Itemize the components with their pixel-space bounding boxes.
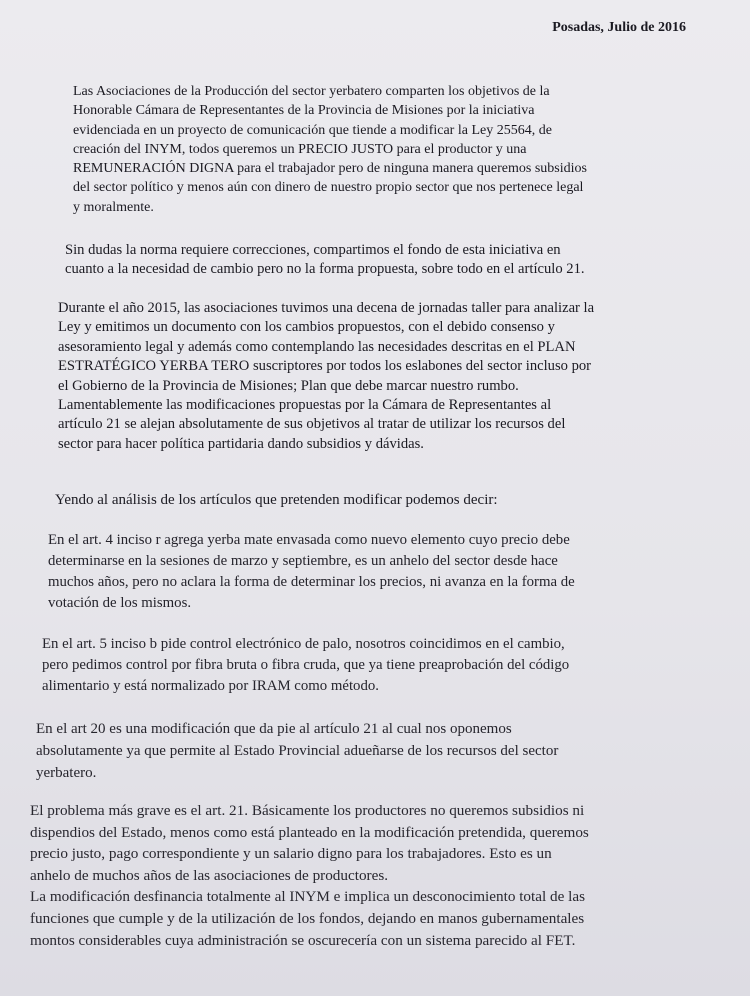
paragraph-article-20 [36,718,558,784]
text-line: el Gobierno de la Provincia de Misiones; Plan que debe marcar nuestro rumbo. [58,377,519,394]
text-line: absolutamente ya que permite al Estado Provincial adueñarse de los recursos del sector [36,743,559,759]
text-line: Honorable Cámara de Representantes de la Provincia de Misiones por la iniciativa [73,103,535,119]
text-line: Las Asociaciones de la Producción del sector yerbatero comparten los objetivos de la [73,84,550,99]
text-line: pero pedimos control por fibra bruta o fibra cruda, que ya tiene preaprobación del código [42,657,570,673]
paragraph-article-4 [48,530,575,614]
text-line: dispendios del Estado, menos como está planteado en la modificación pretendida, queremos [30,823,589,841]
paragraph-article-5 [42,634,569,697]
text-line: La modificación desfinancia totalmente al INYM e implica un desconocimiento total de las [30,888,586,906]
text-line: artículo 21 se alejan absolutamente de sus objetivos al tratar de utilizar los recursos del [58,416,566,433]
text-line: anhelo de muchos años de las asociaciones de productores. [30,866,389,884]
paragraph-background-2015 [58,299,594,454]
text-line: El problema más grave es el art. 21. Básicamente los productores no queremos subsidios ni [30,802,585,819]
text-line: En el art 20 es una modificación que da pie al artículo 21 al cual nos oponemos [36,721,512,737]
text-line: y moralmente. [73,199,154,215]
text-line: REMUNERACIÓN DIGNA para el trabajador pero de ninguna manera queremos subsidios [73,161,587,177]
text-line: precio justo, pago correspondiente y un salario digno para los trabajadores. Esto es un [30,845,552,863]
text-line: muchos años, pero no aclara la forma de determinar los precios, ni avanza en la forma de [48,574,575,590]
paragraph-article-21 [30,800,589,951]
text-line: En el art. 4 inciso r agrega yerba mate envasada como nuevo elemento cuyo precio debe [48,532,570,548]
paragraph-introduction [73,82,587,217]
text-line: Durante el año 2015, las asociaciones tuvimos una decena de jornadas taller para analizar la [58,300,595,316]
text-line: En el art. 5 inciso b pide control electrónico de palo, nosotros coincidimos en el cambio, [42,636,565,652]
text-line: yerbatero. [36,765,97,781]
text-line: votación de los mismos. [48,595,192,611]
text-line: Ley y emitimos un documento con los cambios propuestos, con el debido consenso y [58,319,555,336]
text-line: cuanto a la necesidad de cambio pero no la forma propuesta, sobre todo en el artículo 21. [65,261,585,278]
text-line: Lamentablemente las modificaciones propuestas por la Cámara de Representantes al [58,397,552,414]
text-line: Yendo al análisis de los artículos que pretenden modificar podemos decir: [55,492,498,508]
text-line: alimentario y está normalizado por IRAM como método. [42,678,379,694]
text-line: asesoramiento legal y además como contemplando las necesidades descritas en el PLAN [58,338,576,355]
text-line: sector para hacer política partidaria dando subsidios y dávidas. [58,435,424,452]
text-line: determinarse en la sesiones de marzo y septiembre, es un anhelo del sector desde hace [48,553,558,569]
document-date: Posadas, Julio de 2016 [552,20,686,35]
text-line: creación del INYM, todos queremos un PRECIO JUSTO para el productor y una [73,141,527,157]
paragraph-analysis-intro [55,491,498,510]
text-line: funciones que cumple y de la utilización de los fondos, dejando en manos gubernamentales [30,909,585,927]
text-line: evidenciada en un proyecto de comunicación que tiende a modificar la Ley 25564, de [73,122,552,138]
text-line: ESTRATÉGICO YERBA TERO suscriptores por todos los eslabones del sector incluso por [58,358,592,375]
text-line: montos considerables cuya administración se oscurecería con un sistema parecido al FET. [30,931,576,949]
text-line: Sin dudas la norma requiere correcciones, compartimos el fondo de esta iniciativa en [65,242,561,258]
text-line: del sector político y menos aún con dinero de nuestro propio sector que nos pertenece legal [73,180,584,196]
paragraph-corrections [65,241,585,280]
